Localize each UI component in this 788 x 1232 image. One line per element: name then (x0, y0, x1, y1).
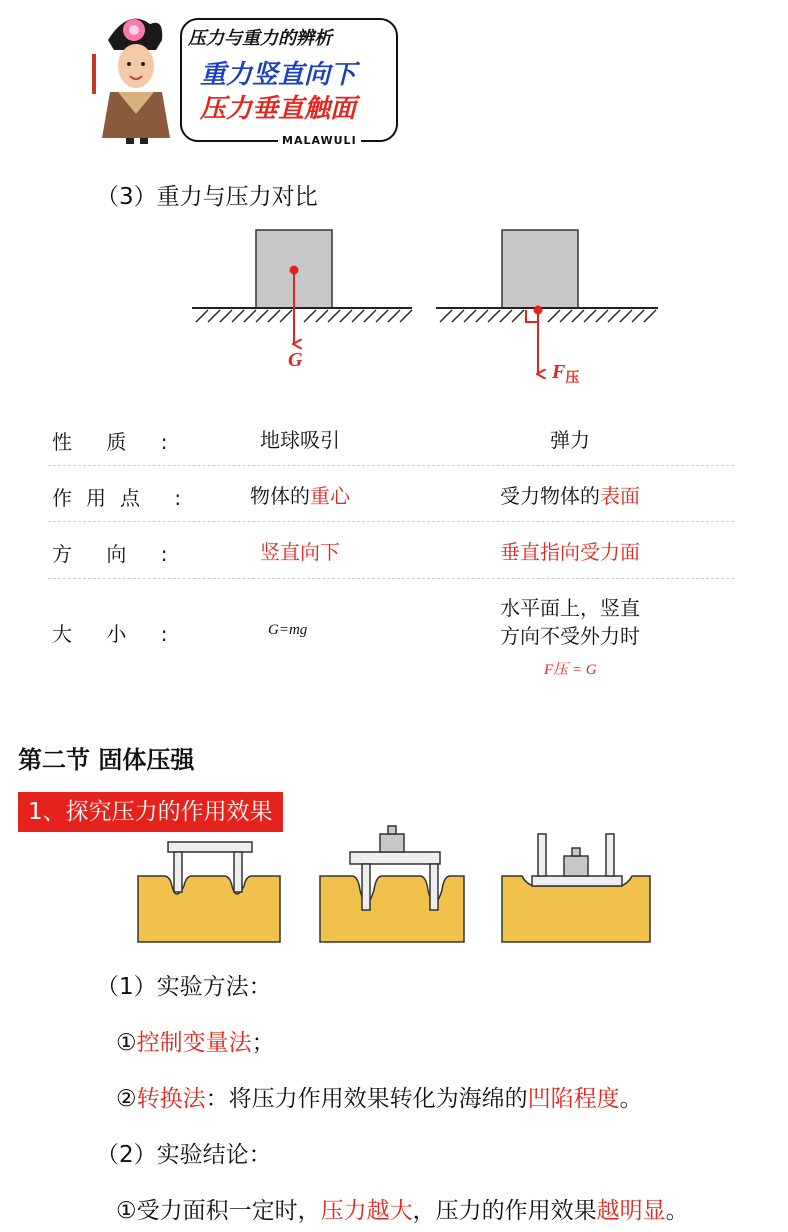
row-point-label: 作用点 : (52, 486, 196, 510)
sponge-experiment-illustration (130, 824, 660, 946)
conclusion-1: ①受力面积一定时，压力越大，压力的作用效果越明显。 (116, 1198, 689, 1224)
force-diagram (180, 222, 670, 392)
row-divider (48, 465, 734, 466)
teacher-avatar (88, 10, 180, 145)
sponge-panel-1 (138, 842, 280, 942)
subsection1-label: 1、探究压力的作用效果 (18, 792, 283, 832)
method-2: ②转换法：将压力作用效果转化为海绵的凹陷程度。 (116, 1086, 643, 1112)
pressure-formula: F压 = G (544, 662, 597, 678)
pressure-point: 受力物体的表面 (500, 484, 640, 508)
pressure-nature: 弹力 (550, 428, 590, 452)
sponge-panel-3 (502, 834, 650, 942)
row-magnitude-label: 大 小 : (52, 622, 182, 646)
banner-title: 压力与重力的辨析 (188, 28, 332, 49)
row-nature-label: 性 质 : (52, 430, 182, 454)
pressure-direction: 垂直指向受力面 (500, 540, 640, 564)
conclusion-heading: （2）实验结论： (96, 1142, 272, 1168)
pressure-magnitude-line1: 水平面上，竖直 (500, 596, 640, 620)
method-1: ①控制变量法； (116, 1030, 275, 1056)
pressure-magnitude-line2: 方向不受外力时 (500, 624, 640, 648)
weight-block (564, 856, 588, 876)
gravity-diagram (192, 230, 412, 371)
section3-heading: （3）重力与压力对比 (96, 184, 318, 210)
row-divider (48, 578, 734, 579)
gravity-nature: 地球吸引 (260, 428, 340, 452)
weight-block (380, 834, 404, 852)
row-divider (48, 521, 734, 522)
row-direction-label: 方 向 : (52, 542, 182, 566)
sponge-panel-2 (320, 826, 464, 942)
header-banner (88, 10, 408, 145)
gravity-point: 物体的重心 (250, 484, 350, 508)
pressure-label: $F_压$ (552, 361, 580, 386)
method-heading: （1）实验方法： (96, 974, 272, 1000)
pressure-diagram (436, 230, 658, 386)
gravity-formula: G=mg (268, 622, 308, 638)
banner-line-gravity: 重力竖直向下 (200, 60, 357, 90)
section2-title: 第二节 固体压强 (18, 746, 195, 774)
banner-line-pressure: 压力垂直触面 (200, 94, 357, 124)
gravity-label: G (288, 349, 303, 371)
block-right (502, 230, 578, 308)
banner-brand: MALAWULI (278, 134, 361, 147)
gravity-direction: 竖直向下 (260, 540, 340, 564)
